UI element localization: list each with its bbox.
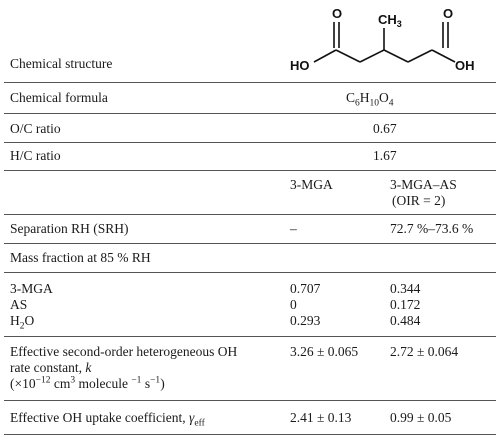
row-label-chemical-formula: Chemical formula [10, 90, 108, 105]
mass-fraction-3mga-value-col2: 0.344 [390, 281, 421, 296]
row-label-h2o: $H_2O$ [10, 313, 35, 332]
row-label-hc-ratio: H/C ratio [10, 148, 61, 163]
row-label-rate-constant-line2: rate constant, k [10, 360, 92, 375]
rate-constant-3mga-value: 3.26 ± 0.065 [290, 344, 359, 359]
uptake-coefficient-3mga-as-value: 0.99 ± 0.05 [390, 410, 452, 425]
divider [4, 243, 496, 244]
oc-ratio-value: 0.67 [373, 121, 397, 136]
divider [4, 400, 496, 401]
mass-fraction-3mga-value-col1: 0.707 [290, 281, 321, 296]
section-label-mass-fraction: Mass fraction at 85 % RH [10, 250, 151, 265]
row-label-uptake-coefficient: Effective OH uptake coefficient, $\gamma_{eff}$ [10, 410, 205, 429]
mass-fraction-h2o-value-col1: 0.293 [290, 313, 321, 328]
methyl-group-label: $CH_3$ [378, 12, 402, 29]
srh-3mga-as-value: 72.7 %–73.6 % [390, 221, 474, 236]
row-label-oc-ratio: O/C ratio [10, 121, 61, 136]
divider [4, 434, 496, 435]
carbonyl-oxygen-right: O [443, 6, 454, 21]
divider [4, 272, 496, 273]
srh-3mga-value: – [290, 221, 297, 236]
mass-fraction-h2o-value-col2: 0.484 [390, 313, 421, 328]
divider [4, 113, 496, 114]
hc-ratio-value: 1.67 [373, 148, 397, 163]
divider [4, 336, 496, 337]
column-header-oir: (OIR = 2) [392, 193, 446, 208]
column-header-3mga: 3-MGA [290, 177, 333, 192]
row-label-rate-constant-line1: Effective second-order heterogeneous OH [10, 344, 238, 359]
divider [4, 214, 496, 215]
bond-lines [314, 22, 455, 62]
carbonyl-oxygen-left: O [332, 6, 343, 21]
chemical-structure-diagram [280, 4, 490, 78]
row-label-chemical-structure: Chemical structure [10, 56, 113, 71]
mass-fraction-as-value-col1: 0 [290, 297, 297, 312]
divider [4, 142, 496, 143]
hydroxyl-right-label: OH [455, 58, 475, 73]
rate-constant-3mga-as-value: 2.72 ± 0.064 [390, 344, 459, 359]
row-label-3mga: 3-MGA [10, 281, 53, 296]
uptake-coefficient-3mga-value: 2.41 ± 0.13 [290, 410, 352, 425]
column-header-3mga-as: 3-MGA–AS [390, 177, 457, 192]
hydroxyl-left-label: HO [290, 58, 310, 73]
row-label-rate-constant-units: ($\times 10^{-12}$ $cm^3$ molecule $^{-1}$ $s^{-1}$) [10, 375, 165, 391]
mass-fraction-as-value-col2: 0.172 [390, 297, 421, 312]
divider [4, 170, 496, 171]
chemical-formula-value: $C_6H_{10}O_4$ [346, 90, 394, 109]
divider [4, 82, 496, 83]
row-label-as: AS [10, 297, 28, 312]
row-label-separation-rh: Separation RH (SRH) [10, 221, 129, 236]
